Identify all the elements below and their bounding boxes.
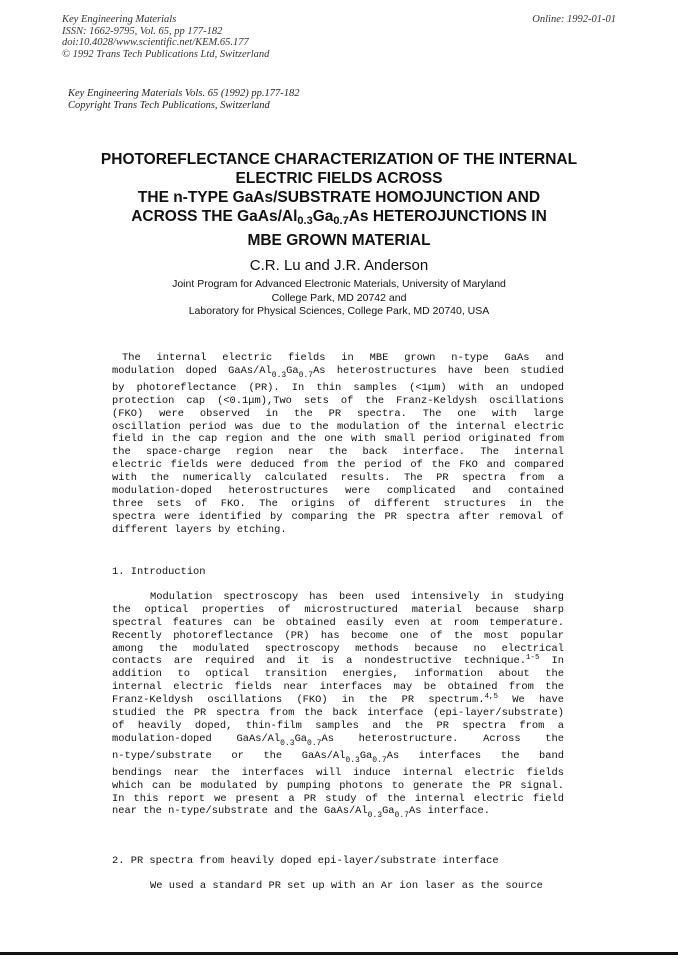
abstract-line: spectra were identified by comparing the PR spectra after removal of (112, 510, 564, 523)
body-line: the optical properties of microstructured material because sharp (112, 603, 564, 616)
page-rule (0, 952, 678, 955)
title-line: MBE GROWN MATERIAL (247, 232, 431, 249)
abstract-line: modulation-doped heterostructures were complicated and contained (112, 485, 564, 498)
abstract-line: modulation doped GaAs/$Al_{0.3}Ga_{0.7}As$ heterostructures have been studied (112, 364, 564, 380)
body-line: of heavily doped, thin-film samples and the PR spectra from a (112, 719, 564, 732)
affiliation (40, 278, 638, 319)
abstract-line: field in the cap region and the one with small period originated from (112, 433, 564, 446)
abstract-line: three sets of FKO. The origins of different structures in the (112, 497, 564, 510)
abstract-line: by photoreflectance (PR). In thin samples (<1μm) with an undoped (112, 381, 564, 394)
section-heading: 1. Introduction (112, 566, 206, 578)
abstract-line: different layers by etching. (112, 523, 287, 536)
body-line: internal electric fields near interfaces may be obtained from the (112, 681, 564, 694)
journal-line: Key Engineering Materials Vols. 65 (1992) pp.177-182 (68, 88, 300, 99)
body-line: bendings near the interfaces will induce internal electric fields (112, 766, 564, 779)
title-line: THE n-TYPE GaAs/SUBSTRATE HOMOJUNCTION AND (137, 189, 541, 206)
abstract-line: protection cap (<0.1μm),Two sets of the Franz-Keldysh oscillations (112, 394, 564, 407)
journal-line: Copyright Trans Tech Publications, Switzerland (68, 100, 270, 111)
body-line: n-type/substrate or the GaAs/$Al_{0.3}Ga_{0.7}As$ interfaces the band (112, 749, 564, 765)
abstract-line: (FKO) were observed in the PR spectra. The one with large (112, 407, 564, 420)
body-line: We used a standard PR set up with an Ar ion laser as the source (150, 880, 543, 892)
affiliation-line: College Park, MD 20742 and (271, 291, 407, 304)
body-line: spectral features can be obtained easily even at room temperature. (112, 616, 564, 629)
abstract-line: with the numerically calculated results. The PR spectra from a (112, 472, 564, 485)
abstract (112, 352, 564, 537)
title-line: ELECTRIC FIELDS ACROSS (235, 170, 443, 187)
abstract-line: The internal electric fields in MBE grown n-type GaAs and (122, 352, 564, 364)
paper-title (40, 150, 638, 250)
body-line: which can be modulated by pumping photons to generate the PR signal. (112, 779, 564, 792)
abstract-line: electric fields were deduced from the period of the FKO and compared (112, 459, 564, 472)
publication-meta (62, 14, 269, 60)
body-line: contacts are required and it is a nondestructive technique.$^{1-5}$ In (112, 654, 564, 668)
affiliation-line: Laboratory for Physical Sciences, College Park, MD 20740, USA (188, 305, 490, 317)
body-line: Modulation spectroscopy has been used intensively in studying (150, 591, 564, 603)
meta-line: © 1992 Trans Tech Publications Ltd, Switzerland (62, 48, 270, 60)
meta-line: doi:10.4028/www.scientific.net/KEM.65.177 (62, 37, 249, 48)
abstract-line: the space-charge region near the back interface. The internal (112, 446, 564, 459)
affiliation-line: Joint Program for Advanced Electronic Materials, University of Maryland (172, 278, 506, 290)
body-line: among the modulated spectroscopy methods because no electrical (112, 642, 564, 655)
section-heading: 2. PR spectra from heavily doped epi-layer/substrate interface (112, 855, 499, 867)
body-line: near the n-type/substrate and the GaAs/$Al_{0.3}Ga_{0.7}As$ interface. (112, 805, 491, 821)
body-line: Recently photoreflectance (PR) has become one of the most popular (112, 629, 564, 642)
body-line: modulation-doped GaAs/$Al_{0.3}Ga_{0.7}As$ heterostructure. Across the (112, 732, 565, 748)
body-line: In this report we present a PR study of the internal electric field (112, 792, 564, 805)
journal-citation (68, 88, 300, 112)
introduction-body (112, 591, 565, 821)
body-line: studied the PR spectra from the back interface (epi-layer/substrate) (112, 707, 564, 720)
authors: C.R. Lu and J.R. Anderson (249, 257, 429, 274)
meta-line: ISSN: 1662-9795, Vol. 65, pp 177-182 (62, 25, 223, 37)
title-line: PHOTOREFLECTANCE CHARACTERIZATION OF THE INTERNAL (100, 151, 578, 168)
body-line: addition to optical transition energies, information about the (112, 668, 564, 681)
body-line: Franz-Keldysh oscillations (FKO) in the PR spectrum.$^{4,5}$ We have (112, 693, 564, 707)
meta-line: Key Engineering Materials (62, 14, 177, 25)
title-line: ACROSS THE GaAs/$Al_{0.3}Ga_{0.7}As$ HETEROJUNCTIONS IN (131, 208, 547, 227)
abstract-line: oscillation period was due to the modulation of the internal electric (112, 420, 564, 433)
online-date: Online: 1992-01-01 (532, 14, 616, 25)
